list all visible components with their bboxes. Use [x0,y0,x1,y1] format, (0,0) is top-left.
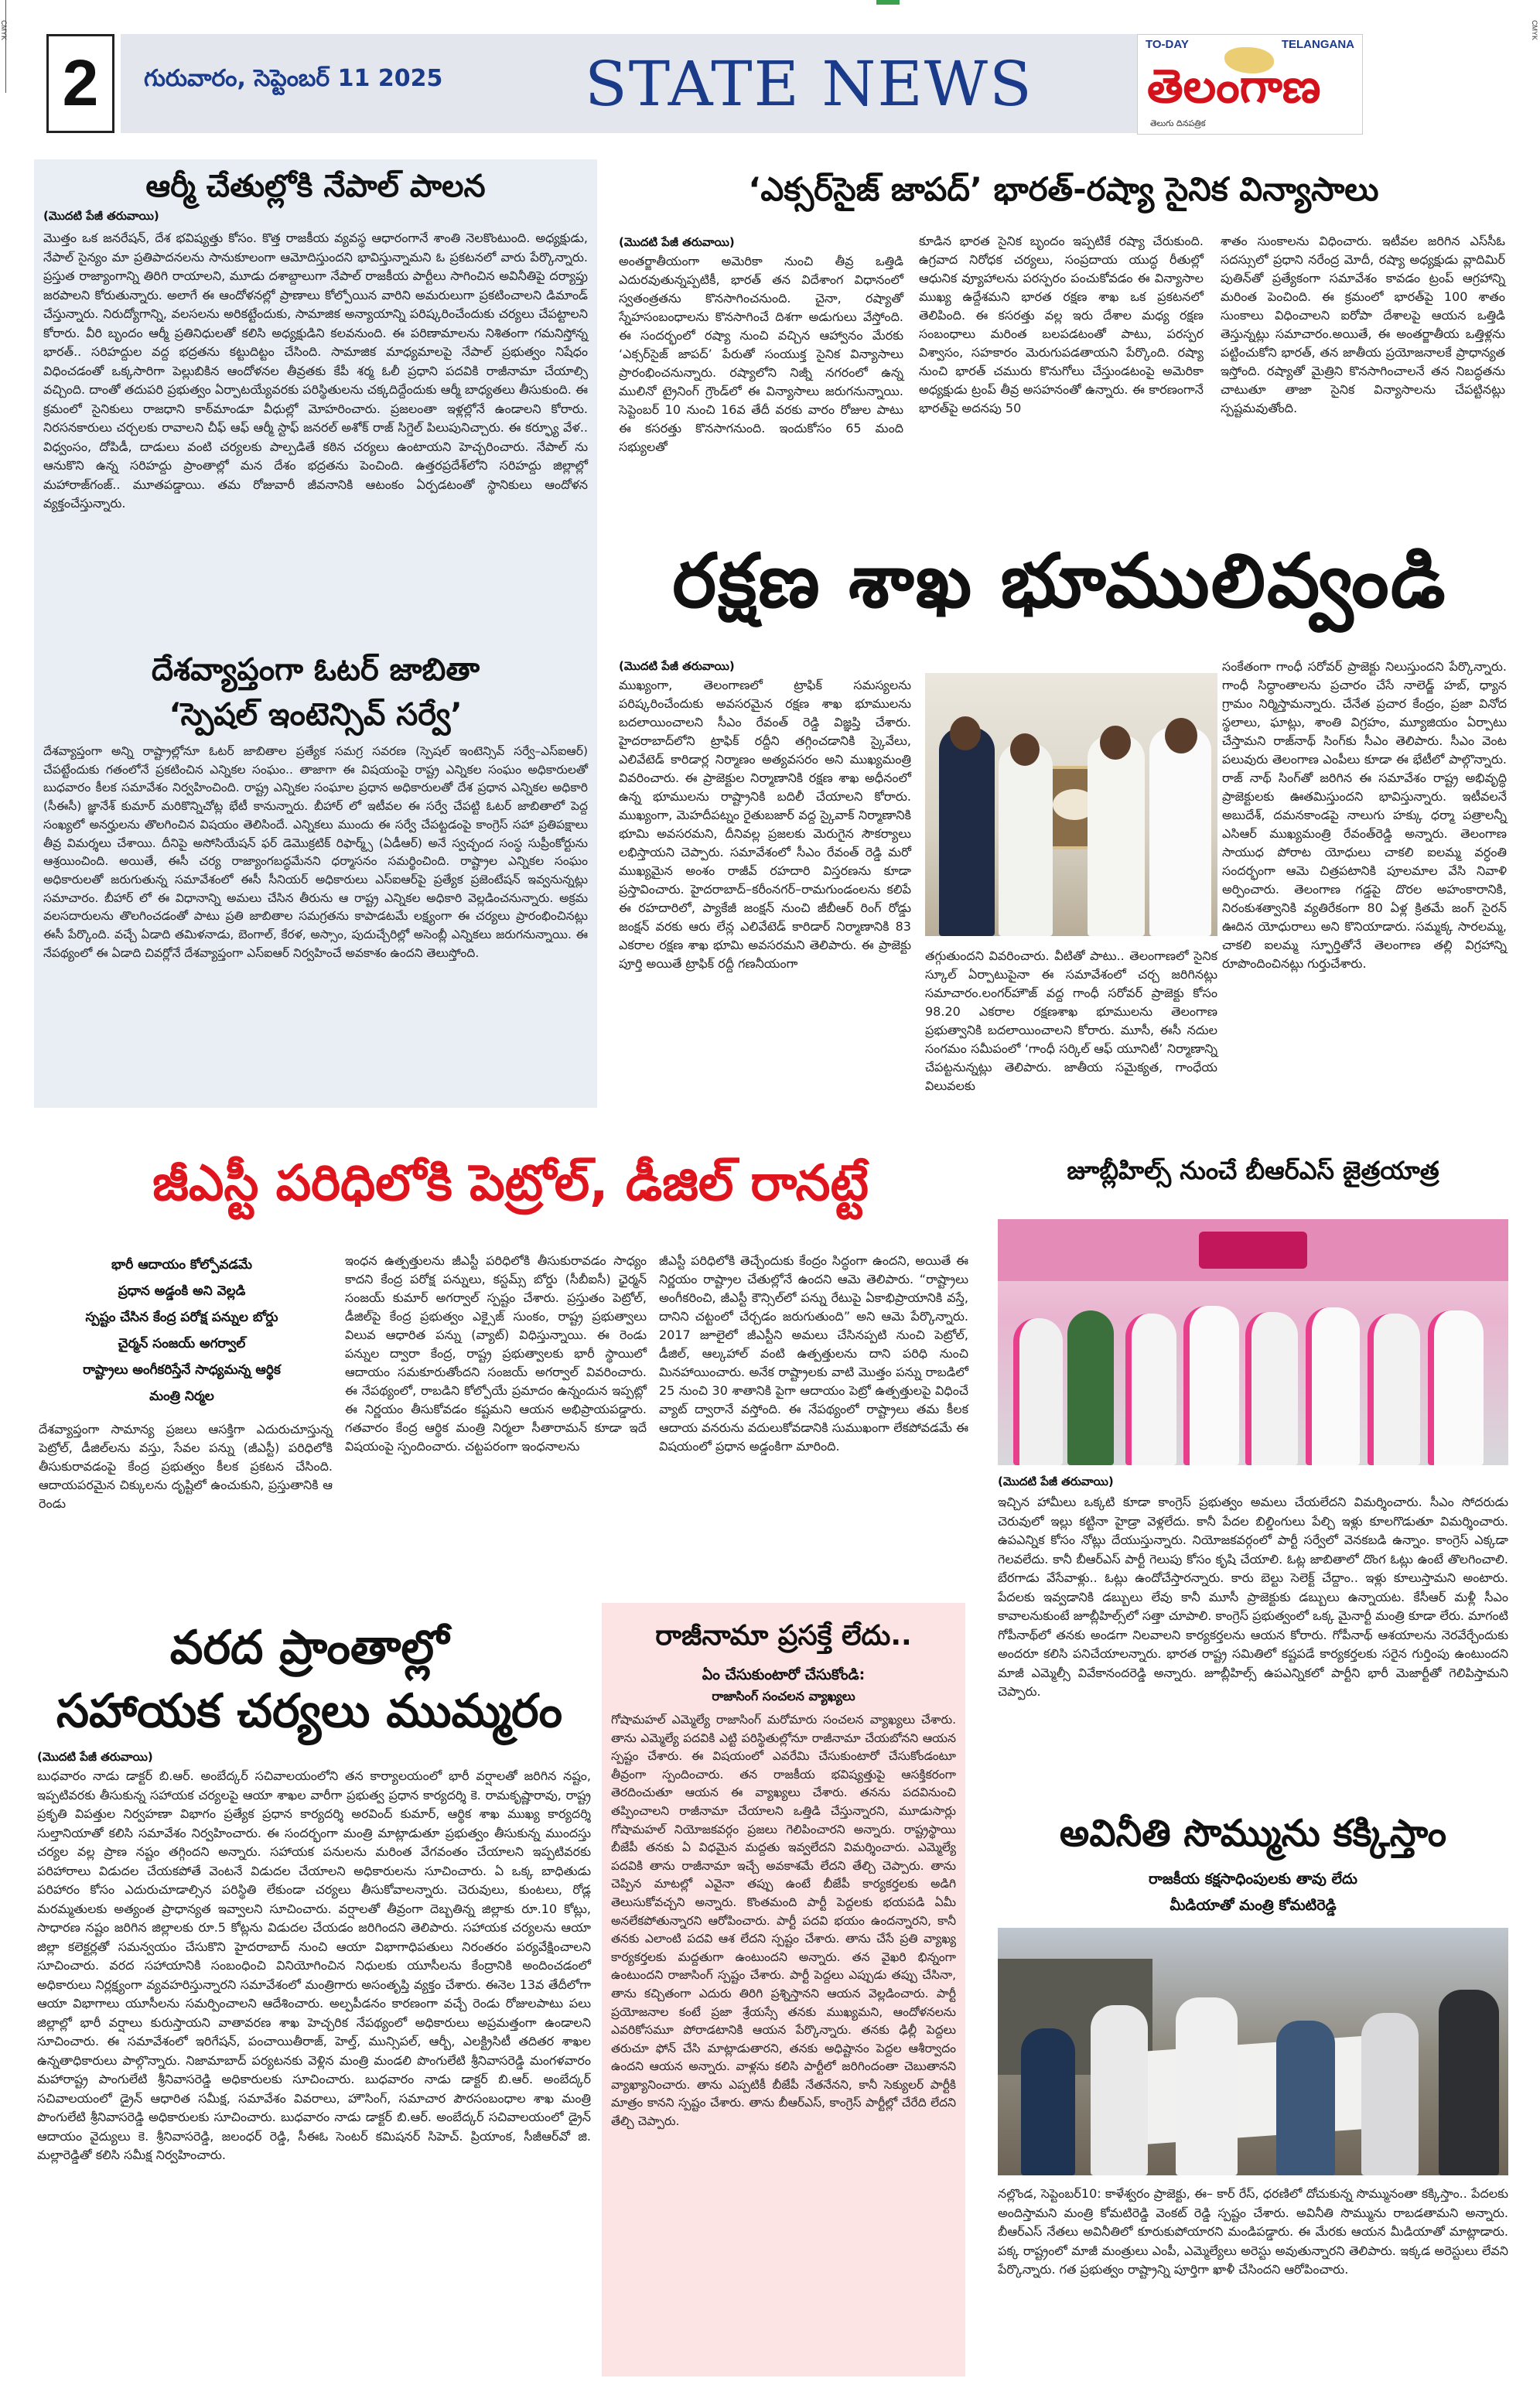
member-6 [1306,1307,1360,1465]
flood-headline-1: వరద ప్రాంతాల్లో [169,1621,449,1675]
gst-subhead-6: మంత్రి నిర్మల [149,1389,214,1404]
voter-body: దేశవ్యాప్తంగా అన్ని రాష్ట్రాల్లోనూ ఓటర్ జాబితాల ప్రత్యేక సమగ్ర సవరణ (స్పెషల్ ఇంటెన్సివ్ సర్వే–ఎస్‌ఐఆర్) చేపట్టేందుకు గతంలోనే ప్రకటించిన ఎన్నికల సంఘం.. తాజాగా ఈ విషయంపై రాష్ట్ర ఎన్నికల సంఘం అధికారులతో బుధవారం కీలక సమావేశం నిర్వహించింది. రాష్ట్ర ఎన్నికల సంఘాల ప్రధాన అధికారులతో దేశ ప్రధాన ఎన్నికల అధికారి (సీఈసీ) జ్ఞానేశ్ కుమార్ మరికొన్నిచోట్ల భేటీ కానున్నారు. బీహార్ లో ఇటీవల ఈ సర్వే చేపట్టి ఓటర్ జాబితాలో పెద్ద సంఖ్యలో అనర్హులను తొలగించిన విషయం తెలిసిందే. ఎన్నికలు ముందు ఈ సర్వే చేపట్టడంపై కాంగ్రెస్ సహా ప్రతిపక్షాలు తీవ్ర విమర్శలు చేశాయి. దీనిపై అసోసియేషన్ ఫర్ డెమొక్రటిక్ రిఫార్మ్స్ (ఏడీఆర్) అనే స్వచ్ఛంద సంస్థ సుప్రీంకోర్టును ఆశ్రయించింది. అయితే, ఈసీ చర్య రాజ్యాంగబద్ధమేనని ధర్మాసనం సమర్థించింది. రాష్ట్రాల ఎన్నికల సంఘం అధికారులతో జరుగుతున్న సమావేశంలో ఈసీ సీనియర్ అధికారులు ఎస్ఐఆర్‌పై ప్రత్యేక ప్రజెంటేషన్ ఇవ్వనున్నట్లు సమాచారం. బీహార్ లో ఈ విధానాన్ని అమలు చేసిన తీరును ఆ రాష్ట్ర ఎన్నికల అధికారి వెల్లడించనున్నారు. అక్రమ వలసదారులను తొలగించడంతో పాటు ప్రతి జాబితాల సమగ్రతను కాపాడటమే లక్ష్యంగా ఈ చర్యలు ప్రారంభించినట్లు ఈసీ పేర్కొంది. వచ్చే ఏడాది తమిళనాడు, బెంగాల్, కేరళ, అస్సాం, పుదుచ్చేరిల్లో అసెంబ్లీ ఎన్నికలు జరుగనున్నాయి. ఈ నేపథ్యంలో ఈ ఏడాది చివర్లోనే దేశవ్యాప్తంగా ఎస్ఐఆర్ నిర్వహించే అవకాశం ఉందని తెలుస్తోంది. [43,744,588,960]
person-4 [1149,727,1211,936]
defence-kicker: (మొదటి పేజీ తరువాయి) [619,659,735,673]
top-center-mark [876,0,900,5]
flood-body: బుధవారం నాడు డాక్టర్ బి.ఆర్. అంబేద్కర్ సచివాలయంలోని తన కార్యాలయంలో భారీ వర్షాలతో జరిగిన నష్టం, ఇప్పటివరకు తీసుకున్న సహాయక చర్యలపై ఆయా శాఖల వారీగా ప్రభుత్వ ప్రధాన కార్యదర్శి కె. రామకృష్ణారావు, రాష్ట్ర ప్రకృతి విపత్తుల నిర్వహణా విభాగం ప్రత్యేక ప్రధాన కార్యదర్శి అరవింద్ కుమార్, ఆర్థిక శాఖ ముఖ్య కార్యదర్శి సుల్తానియాతో కలిసి సమావేశం నిర్వహించారు. ఈ సందర్భంగా మంత్రి మాట్లాడుతూ ప్రభుత్వం తీసుకున్న ముందస్తు చర్యల వల్ల ప్రాణ నష్టం తగ్గిందని అన్నారు. సహాయక పనులను మరింత వేగవంతం చేయాలని ఇప్పటివరకు పరిహారాలు విడుదల చేయకపోతే వెంటనే విడుదల చేయాలని అధికారులను సూచించారు. ఏ ఒక్క బాధితుడు పరిహారం కోసం ఎదురుచూడాల్సిన పరిస్థితి లేకుండా చర్యలు తీసుకోవాలన్నారు. చెరువులు, కుంటలు, రోడ్ల మరమ్మతులకు అత్యంత ప్రాధాన్యత ఇవ్వాలని సూచించారు. వర్షాలతో తీవ్రంగా దెబ్బతిన్న జిల్లాకు రూ.10 కోట్లు, సాధారణ నష్టం జరిగిన జిల్లాలకు రూ.5 కోట్లను విడుదల చేయడం జరిగిందని తెలిపారు. సహాయక చర్యలను ఆయా జిల్లా కలెక్టర్లతో సమన్వయం చేసుకొని హైదరాబాద్ నుంచి ఆయా విభాగాధిపతులు నిరంతరం పర్యవేక్షించాలని సూచించారు. వరద సహాయానికి సంబంధించి వినియోగించిన నిధులకు యూసీలను కేంద్రానికి అందించడంలో అధికారులు నిర్లక్ష్యంగా వ్యవహరిస్తున్నారని సమావేశంలో మంత్రిగారు అసంతృప్తి వ్యక్తం చేశారు. ఈనెల 13వ తేదీలోగా ఆయా విభాగాలు యూసీలను సమర్పించాలని ఆదేశించారు. అల్పపీడనం కారణంగా వచ్చే రెండు రోజులపాటు పలు జిల్లాల్లో భారీ వర్షాలు కురుస్తాయని వాతావరణ శాఖ హెచ్చరిక నేపథ్యంలో అధికారులు అప్రమత్తంగా ఉండాలని సూచించారు. ఈ సమావేశంలో ఇరిగేషన్, పంచాయితీరాజ్, హెల్త్, మున్సిపల్, ఆర్బీ, ఎలక్ట్రిసిటీ తదితర శాఖల ఉన్నతాధికారులు పాల్గొన్నారు. నిజామాబాద్ పర్యటనకు వెళ్లిన మంత్రి మండలి పొంగులేటి శ్రీనివాసరెడ్డి మంగళవారం మహారాష్ట్ర పాంగులేటి శ్రీనివాసరెడ్డి అధికారులకు సూచించారు. బుధవారం నాడు డాక్టర్ బి.ఆర్. అంబేద్కర్ సచివాలయంలో డ్రైన్ ఆధారిత సమీక్ష, సమావేశం వివరాలు, హౌసింగ్, సమాచార పౌరసంబంధాల శాఖ మంత్రి పొంగులేటి శ్రీనివాసరెడ్డి అధికారులకు సూచించారు. బుధవారం నాడు డాక్టర్ బి.ఆర్. అంబేద్కర్ సచివాలయంలో డ్రైన్ ఆదాయం వైద్యులు కె. శ్రీనివాసరెడ్డి, జలంధర్ రెడ్డి, సీఈఓ సెంటర్ కమిషనర్ సిహెచ్. ప్రియాంక, సీజీఆర్‌వో జి. మల్లారెడ్డితో కలిసి సమీక్ష నిర్వహించారు. [37,1768,591,2162]
jubilee-body: ఇచ్చిన హామీలు ఒక్కటి కూడా కాంగ్రెస్ ప్రభుత్వం అమలు చేయలేదని విమర్శించారు. సీఎం సోదరుడు చెరువులో ఇల్లు కట్టినా హైడ్రా వెళ్లలేదు. కానీ పేదల బిల్డింగులు పేల్చి ఇళ్లు కూలగొడుతూ విమర్శించారు. ఉపఎన్నిక కోసం నోట్లు దేయుస్తున్నారు. నియోజకవర్గంలో పార్టీ సర్వేలో వెనకబడి ఉన్నాం. కాంగ్రెస్ ఎక్కడా గెలవలేదు. కానీ బీఆర్ఎస్ పార్టీ గెలుపు కోసం కృషి చేయాలి. ఓట్ల జాబితాలో దొంగ ఓట్లు ఉంటే తొలగించాలి. బేరగాడు వేసేవాళ్లు.. ఓట్లు ఉందోచేస్తారన్నారు. కారు బెల్టు సెలెక్ట్ చేద్దాం.. ఇళ్లు కూలుస్తామని అంటారు. పేదలకు ఇవ్వడానికి డబ్బులు లేవు కానీ మూసీ ప్రాజెక్టుకు డబ్బులు ఉన్నాయట. కేసీఆర్ మళ్లీ సీఎం కావాలనుకుంటే జూబ్లీహిల్స్‌లో సత్తా చూపాలి. కాంగ్రెస్ ప్రభుత్వంలో ఒక్క మైనార్టీ మంత్రి కూడా లేరు. మాగంటి గోపీనాథ్‌లో తనకు అండగా నిలవాలని కార్యకర్తలను ఆయన కోరారు. గోపీనాథ్ ఆశయాలను నెరవేర్చేందుకు అందరూ కలిసి పనిచేయాలన్నారు. భారత రాష్ట్ర సమితిలో కష్టపడే కార్యకర్తలకు సరైన గుర్తింపు ఉంటుందని మాజీ ఎమ్మెల్సీ వివేకానందరెడ్డి అన్నారు. జూబ్లీహిల్స్ ఉపఎన్నికలో పార్టీని భారీ మెజార్టీతో గెలిపిస్తామని చెప్పారు. [998,1495,1508,1699]
masthead-logo [1137,34,1363,135]
flood-kicker: (మొదటి పేజీ తరువాయి) [37,1750,153,1764]
brs-meeting-photo [998,1219,1508,1465]
defence-meeting-photo [925,673,1217,936]
gst-subhead-4: చైర్మన్ సంజయ్ అగర్వాల్ [118,1336,246,1351]
nepal-headline: ఆర్మీ చేతుల్లోకి నేపాల్ పాలన [145,169,486,204]
page-number-box [46,34,114,133]
zapad-kicker: (మొదటి పేజీ తరువాయి) [619,235,735,249]
person-3 [1088,735,1145,936]
flood-headline-2: సహాయక చర్యలు ముమ్మరం [56,1684,563,1738]
member-7 [1368,1314,1420,1465]
gst-subhead-1: భారీ ఆదాయం కోల్పోవడమే [111,1257,253,1273]
member-8 [1428,1310,1484,1465]
section-title: STATE NEWS [585,48,1033,120]
raja-headline: రాజీనామా ప్రసక్తే లేదు.. [655,1620,912,1652]
registration-mark-left [2,0,11,93]
raja-body: గోషామహల్ ఎమ్మెల్యే రాజాసింగ్ మరోమారు సంచలన వ్యాఖ్యలు చేశారు. తాను ఎమ్మెల్యే పదవికి ఎట్టి పరిస్థితుల్లోనూ రాజీనామా చేయబోనని ఆయన స్పష్టం చేశారు. ఈ విషయంలో ఎవరేమి చేసుకుంటారో చేసుకోండంటూ తీవ్రంగా స్పందించారు. తన రాజకీయ భవిష్యత్తుపై ఆసక్తికరంగా తెరదించుతూ ఆయన ఈ వ్యాఖ్యలు చేశారు. తనను పదవినుంచి తప్పించాలని రాజీనామా చేయాలని ఒత్తిడి చేస్తున్నారని, మూడుసార్లు గోషామహల్ నియోజకవర్గం ప్రజలు గెలిపించారని అన్నారు. రాష్ట్రస్థాయి బీజేపీ తనకు ఏ విధమైన మద్దతు ఇవ్వలేదని విమర్శించారు. ఎమ్మెల్యే పదవికి తాను రాజీనామా ఇచ్చే అవకాశమే లేదని తేల్చి చెప్పారు. తాను చెప్పిన మాటల్లో ఎవైనా తప్పు ఉంటే బీజేపీ కార్యకర్తలకు అడిగి తెలుసుకోవచ్చని అన్నారు. కొంతమంది పార్టీ పెద్దలకు భయపడి ఏమీ అనలేకపోతున్నారని ఆరోపించారు. పార్టీ పదవి భయం ఉందన్నారని, కానీ తనకు ఎలాంటి పదవి ఆశ లేదని స్పష్టం చేశారు. తాను చేసే ప్రతి వ్యాఖ్య కార్యకర్తలకు మద్దతుగా ఉంటుందని అన్నారు. తన వైఖరి భిన్నంగా ఉంటుందని రాజాసింగ్ స్పష్టం చేశారు. పార్టీ పెద్దలు ఎప్పుడు తప్పు చేసినా, తాను కచ్చితంగా ఎదురు తిరిగి ప్రశ్నిస్తానని ఆయన వెల్లడించారు. పార్టీ ప్రయోజనాల కంటే ప్రజా శ్రేయస్సే తనకు ముఖ్యమని, ఆందోళనలను ఎవరికోసమూ పోరాడటానికి ఆయన పేర్కొన్నారు. తనకు ఢిల్లీ పెద్దలు తరుచూ ఫోన్ చేసి మాట్లాడుతారని, తనకు అధిష్టానం పెద్దల ఆశీర్వాదం ఉందని ఆయన అన్నారు. వాళ్లను కలిసి పార్టీలో జరిగిందంతా చెబుతానని వ్యాఖ్యానించారు. తాను ఎప్పటికీ బీజేపీ నేతనేనని, కానీ సెక్యులర్ పార్టీకి మాత్రం కానని స్పష్టం చేశారు. తాను బీఆర్ఎస్, కాంగ్రెస్ పార్టీల్లో చేరేది లేదని తేల్చి చెప్పారు. [611,1713,956,2129]
corruption-body: నల్లొండ, సెప్టెంబర్10: కాళేశ్వరం ప్రాజెక్టు, ఈ– కార్ రేస్, ధరణిలో దోచుకున్న సొమ్మునంతా కక్కిస్తాం.. పేదలకు అందిస్తామని మంత్రి కోమటిరెడ్డి వెంకట్ రెడ్డి స్పష్టం చేశారు. అవినీతి సొమ్మును రాబడతామని అన్నారు. బీఆర్ఎస్ నేతలు అవినీతిలో కూరుకుపోయారని మండిపడ్డారు. ఈ మేరకు ఆయన మీడియాతో మాట్లాడారు. పక్క రాష్ట్రంలో మాజీ మంత్రులు ఎంపీ, ఎమ్మెల్యేలు అరెస్టు అవుతున్నారని తెలిపారు. ఇక్కడ అరెస్టులు లేవని పేర్కొన్నారు. గత ప్రభుత్వం రాష్ట్రాన్ని పూర్తిగా ఖాళీ చేసిందని ఆరోపించారు. [998,2186,1508,2277]
jubilee-kicker: (మొదటి పేజీ తరువాయి) [998,1474,1114,1488]
voter-headline-1: దేశవ్యాప్తంగా ఓటర్ జాబితా [151,652,480,688]
zapad-col-2: కూడిన భారత సైనిక బృందం ఇప్పటికే రష్యా చేరుకుంది. ఉగ్రవాద నిరోధక చర్యలు, సంప్రదాయ యుద్ధ రీతుల్లో ఆధునిక వ్యూహాలను పరస్పరం పంచుకోవడం ఈ విన్యాసాల ముఖ్య ఉద్దేశమని భారత రక్షణ శాఖ ఒక ప్రకటనలో తెలిపింది. ఈ కసరత్తు వల్ల ఇరు దేశాల మధ్య రక్షణ సంబంధాలు మరింత బలపడటంతో పాటు, పరస్పర విశ్వాసం, సహకారం మెరుగుపడతాయని పేర్కొంది. రష్యా నుంచి భారత్ చమురు కొనుగోలు చేస్తుండటంపై అమెరికా అధ్యక్షుడు ట్రంప్ తీవ్ర అసహనంతో ఉన్నారు. ఈ కారణంగానే భారత్‌పై అదనపు 50 [919,234,1204,415]
corruption-photo [998,1928,1508,2175]
gst-subheads [39,1252,325,1409]
official-4 [1276,2021,1335,2175]
nepal-article [43,164,588,514]
gst-subhead-3: స్పష్టం చేసిన కేంద్ర పరోక్ష పన్నుల బోర్డు [85,1310,278,1325]
gst-col-3: జీఎస్టీ పరిధిలోకి తెచ్చేందుకు కేంద్రం సిద్ధంగా ఉందని, అయితే ఈ నిర్ణయం రాష్ట్రాల చేతుల్లోనే ఉందని ఆమె తెలిపారు. “రాష్ట్రాలు అంగీకరించి, జీఎస్టీ కౌన్సిల్‌లో పన్ను రేటుపై ఏకాభిప్రాయానికి వస్తే, దానిని చట్టంలో చేర్చడం జరుగుతుంది” అని ఆమె పేర్కొన్నారు. 2017 జూలైలో జీఎస్టీని అమలు చేసినప్పటి నుంచి పెట్రోల్, డీజిల్, ఆల్కహాల్ వంటి ఉత్పత్తులను దాని పరిధి నుంచి మినహాయించారు. అనేక రాష్ట్రాలకు వాటి మొత్తం పన్ను రాబడిలో 25 నుంచి 30 శాతానికి పైగా ఆదాయం పెట్రో ఉత్పత్తులపై విధించే వ్యాట్ ద్వారానే వస్తోంది. ఈ నేపథ్యంలో రాష్ట్రాలు తమ కీలక ఆదాయ వనరును వదులుకోవడానికి సుముఖంగా లేకపోవడమే ఈ విషయంలో ప్రధాన అడ్డంకిగా మారింది. [659,1253,968,1454]
official-1 [1021,2028,1075,2175]
logo-main: తెలంగాణ [1147,60,1321,114]
date-line: గురువారం, సెప్టెంబర్ 11 2025 [144,65,443,92]
member-5 [1245,1312,1298,1465]
jubilee-headline: జూబ్లీహిల్స్ నుంచే బీఆర్ఎస్ జైత్రయాత్ర [1067,1156,1439,1185]
member-3 [1125,1314,1176,1465]
cmyk-mark-right: CMYK [1531,20,1538,41]
official-3 [1176,1997,1238,2175]
defence-headline: రక్షణ శాఖ భూములివ్వండి [672,538,1447,624]
zapad-col-3: శాతం సుంకాలను విధించారు. ఇటీవల జరిగిన ఎస్‌సీఓ సదస్సులో ప్రధాని నరేంద్ర మోదీ, రష్యా అధ్యక్షుడు వ్లాదిమిర్ పుతిన్‌తో ప్రత్యేకంగా సమావేశం కావడం ట్రంప్ ఆగ్రహాన్ని మరింత పెంచింది. ఈ క్రమంలో భారత్‌పై 100 శాతం సుంకాలు విధించాలని ఐరోపా దేశాలపై ఆయన ఒత్తిడి తెస్తున్నట్లు సమాచారం.అయితే, ఈ అంతర్జాతీయ ఒత్తిళ్లను పట్టించుకోని భారత్, తన జాతీయ ప్రయోజనాలకే ప్రాధాన్యత ఇస్తోంది. రష్యాతో మైత్రిని కొనసాగించాలనే తన నిబద్ధతను చాటుతూ తాజా సైనిక విన్యాసాలను చేపట్టినట్లు స్పష్టమవుతోంది. [1221,234,1505,415]
page-number: 2 [62,46,99,119]
corruption-headline: అవినీతి సొమ్మును కక్కిస్తాం [1059,1812,1447,1855]
member-4 [1183,1306,1239,1465]
defence-col-1: ముఖ్యంగా, తెలంగాణలో ట్రాఫిక్ సమస్యలను పరిష్కరించేందుకు అవసరమైన రక్షణ శాఖ భూములను బదలాయించాలని సీఎం రేవంత్ రెడ్డి విజ్ఞప్తి చేశారు. హైదరాబాద్‌లోని ట్రాఫిక్ రద్దీని తగ్గించడానికి స్కైవేలు, ఎలివేటెడ్ కారిడార్ల నిర్మాణం అత్యవసరం అని ముఖ్యమంత్రి వివరించారు. ఈ ప్రాజెక్టుల నిర్మాణానికి రక్షణ శాఖ అధీనంలో ఉన్న భూములను రాష్ట్రానికి బదిలీ చేయాలని కోరారు. ముఖ్యంగా, మెహదీపట్నం రైతుబజార్ వద్ద స్కైవాక్ నిర్మాణానికి భూమి అవసరమని, దీనివల్ల ప్రజలకు మెరుగైన సౌకర్యాలు లభిస్తాయని చెప్పారు. సమావేశంలో సీఎం రేవంత్ రెడ్డి మరో ముఖ్యమైన అంశం రాజీవ్ రహదారి విస్తరణను కూడా ప్రస్తావించారు. హైదరాబాద్–కరీంనగర్–రామగుండంలను కలిపే ఈ రహదారిలో, ప్యాకేజీ జంక్షన్ నుంచి జీబీఆర్ రింగ్ రోడ్డు జంక్షన్ వరకు ఆరు లేన్ల ఎలివేటెడ్ కారిడార్ నిర్మాణానికి 83 ఎకరాల రక్షణ శాఖ భూమి అవసరమని తెలిపారు. ఈ ప్రాజెక్టు పూర్తి అయితే ట్రాఫిక్ రద్దీ గణనీయంగా [619,678,911,971]
zapad-headline: ‘ఎక్సర్‌సైజ్ జాపద్’ భారత్-రష్యా సైనిక విన్యాసాలు [748,170,1379,208]
logo-top-left: TO-DAY [1146,38,1189,51]
gst-subhead-2: ప్రధాన అడ్డంకి అని వెల్లడి [118,1283,246,1299]
gst-col-2: ఇంధన ఉత్పత్తులను జీఎస్టీ పరిధిలోకి తీసుకురావడం సాధ్యం కాదని కేంద్ర పరోక్ష పన్నులు, కస్టమ్స్ బోర్డు (సీబీఐసీ) ఛైర్మన్ సంజయ్ కుమార్ అగర్వాల్ స్పష్టం చేశారు. ప్రస్తుతం పెట్రోల్, డీజిల్‌పై కేంద్ర ప్రభుత్వం ఎక్సైజ్ సుంకం, రాష్ట్ర ప్రభుత్వాలు విలువ ఆధారిత పన్ను (వ్యాట్) విధిస్తున్నాయి. ఈ రెండు పన్నుల ద్వారా కేంద్ర, రాష్ట్ర ప్రభుత్వాలకు భారీ స్థాయిలో ఆదాయం సమకూరుతోందని సంజయ్ అగర్వాల్ వివరించారు. ఈ నేపథ్యంలో, రాబడిని కోల్పోయే ప్రమాదం ఉన్నందున ఇప్పట్లో ఈ నిర్ణయం తీసుకోవడం కష్టమని ఆయన అభిప్రాయపడ్డారు. గతవారం కేంద్ర ఆర్థిక మంత్రి నిర్మలా సీతారామన్ కూడా ఇదే విషయంపై స్పందించారు. చట్టపరంగా ఇంధనాలను [345,1253,647,1454]
gst-col-1: దేశవ్యాప్తంగా సామాన్య ప్రజలు ఆసక్తిగా ఎదురుచూస్తున్న పెట్రోల్, డీజిల్‌లను వస్తు, సేవల పన్ను (జీఎస్టీ) పరిధిలోకి తీసుకురావడంపై కేంద్ర ప్రభుత్వం కీలక ప్రకటన చేసింది. ఆదాయపరమైన చిక్కులను దృష్టిలో ఉంచుకుని, ప్రస్తుతానికి ఆ రెండు [39,1422,333,1511]
member-2 [1067,1310,1114,1465]
raja-sub-1: ఏం చేసుకుంటారో చేసుకోండి: [702,1666,866,1683]
nepal-kicker: (మొదటి పేజీ తరువాయి) [43,209,159,223]
person-2 [999,743,1053,936]
logo-top-right: TELANGANA [1281,38,1354,51]
raja-sub-2: రాజాసింగ్ సంచలన వ్యాఖ్యలు [712,1689,855,1703]
corruption-sub-1: రాజకీయ కక్షసాధింపులకు తావు లేదు [1149,1871,1357,1888]
logo-tagline: తెలుగు దినపత్రిక [1150,118,1206,128]
voter-headline-2: ‘స్పెషల్ ఇంటెన్సివ్ సర్వే’ [169,697,463,733]
cmyk-mark-left: CMYK [0,20,8,41]
zapad-col-1: అంతర్జాతీయంగా అమెరికా నుంచి తీవ్ర ఒత్తిడి ఎదురవుతున్నప్పటికీ, భారత్ తన విదేశాంగ విధానంలో స్వతంత్రతను కొనసాగించనుంది. చైనా, రష్యాతో స్నేహసంబంధాలను కొనసాగించే దిశగా అడుగులు వేస్తోంది. ఈ సందర్భంలో రష్యా నుంచి వచ్చిన ఆహ్వానం మేరకు ‘ఎక్సర్‌సైజ్ జాపద్’ పేరుతో సంయుక్త సైనిక విన్యాసాలు ప్రారంభించనున్నారు. రష్యాలోని నిజ్నీ నగరంలో ఉన్న ములినో ట్రైనింగ్ గ్రౌండ్‌లో ఈ విన్యాసాలు జరుగనున్నాయి. సెప్టెంబర్ 10 నుంచి 16వ తేదీ వరకు వారం రోజుల పాటు ఈ కసరత్తు కొనసాగనుంది. ఇందుకోసం 65 మంది సభ్యులతో [619,254,903,454]
defence-col-3: సంకేతంగా గాంధీ సరోవర్ ప్రాజెక్టు నిలుస్తుందని పేర్కొన్నారు. గాంధీ సిద్ధాంతాలను ప్రచారం చేసే నాలెడ్జ్ హబ్, ధ్యాన గ్రామం నిర్మిస్తామన్నారు. చేనేత ప్రచార కేంద్రం, ప్రజా వినోద స్థలాలు, ఘాట్లు, శాంతి విగ్రహం, మ్యూజియం ఏర్పాటు చేస్తామని రాజ్‌నాథ్ సింగ్‌కు సీఎం తెలిపారు. సీఎం వెంట పలువురు తెలంగాణ ఎంపీలు కూడా ఈ భేటీలో పాల్గొన్నారు. రాజ్ నాథ్ సింగ్‌తో జరిగిన ఈ సమావేశం రాష్ట్ర అభివృద్ధి ప్రాజెక్టులకు ఊతమిస్తుందని భావిస్తున్నారు. ఇటీవలనే అబుదేశ్, దమనకాండపై నాలుగు హక్కు ధర్మా పత్రాలన్నీ ఎసిఆర్‌ ముఖ్యమంత్రి రేవంత్‌రెడ్డి అన్నారు. తెలంగాణ సాయుధ పోరాట యోధులు చాకలి ఐలమ్మ వర్ధంతి సందర్భంగా ఆమె చిత్రపటానికి పూలమాల వేసి నివాళి అర్పించారు. తెలంగాణ గడ్డపై దొరల అహంకారానికి, నిరంకుశత్వానికి వ్యతిరేకంగా 80 ఏళ్ల క్రితమే జంగ్ సైరన్ ఊదిన యోధురాలు అని కొనియాడారు. సమ్మక్క సారలమ్మ, చాకలి ఐలమ్మ స్ఫూర్తితోనే తెలంగాణ తల్లి విగ్రహాన్ని రూపొందించినట్లు గుర్తుచేశారు. [1222,659,1507,971]
corruption-sub-2: మీడియాతో మంత్రి కోమటిరెడ్డి [1170,1897,1337,1914]
official-2 [1091,2005,1148,2175]
masthead [46,34,1493,133]
official-6 [1439,1990,1499,2175]
nepal-body: మొత్తం ఒక జనరేషన్, దేశ భవిష్యత్తు కోసం. కొత్త రాజకీయ వ్యవస్థ ఆధారంగానే శాంతి నెలకొంటుంది. అధ్యక్షుడు, నేపాల్ సైన్యం మా ప్రతిపాదనలను సానుకూలంగా ఆమోదిస్తుందని భావిస్తున్నామని ఓ ప్రకటనలో వారు పేర్కొన్నారు. ప్రస్తుత రాజ్యాంగాన్ని తిరిగి రాయాలని, మూడు దశాబ్దాలుగా నేపాల్ రాజకీయ పార్టీలు సాగించిన అవినీతిపై దర్యాప్తు జరపాలని కోరుతున్నారు. అలాగే ఈ ఆందోళనల్లో ప్రాణాలు కోల్పోయిన వారిని అమరులుగా ప్రకటించాలని డిమాండ్ చేస్తున్నారు. నిరుద్యోగాన్ని, వలసలను అరికట్టేందుకు, సామాజిక అన్యాయాన్ని పరిష్కరించేందుకు చర్యలు చేపట్టాలని కోరారు. వీరి బృందం ఆర్మీ ప్రతినిధులతో కలిసి అధ్యక్షుడిని కలవనుంది. ఈ పరిణామాలను నిశితంగా గమనిస్తోన్న భారత్.. సరిహద్దుల వద్ద భద్రతను కట్టుదిట్టం చేసింది. సామాజిక మాధ్యమాలపై నేపాల్ ప్రభుత్వం నిషేధం విధించడంతో ఒక్కసారిగా పెల్లుబికిన ఆందోళనల తీవ్రతకు కేపీ శర్మ ఓలీ ప్రధాని పదవికి రాజీనామా చేయాల్సి వచ్చింది. దాంతో తదుపరి ప్రభుత్వం ఏర్పాటయ్యేవరకు పరిస్థితులను చక్కదిద్దేందుకు ఆర్మీ బాధ్యతలు తీసుకుంది. ఈ క్రమంలో సైనికులు రాజధాని కాఠ్‌మాండూ వీధుల్లో మోహరించారు. ప్రజలంతా ఇళ్లల్లోనే ఉండాలని కోరారు. నిరసనకారులు చర్చలకు రావాలని చీఫ్ ఆఫ్ ఆర్మీ స్టాఫ్ జనరల్ అశోక్ రాజ్ సిగ్డెల్ పిలుపునిచ్చారు. ఈ కర్ఫ్యూ వేళ.. విధ్వంసం, దోపిడీ, దాడులు వంటి చర్యలకు పాల్పడితే కఠిన చర్యలు ఉంటాయని హెచ్చరించారు. నేపాల్ ను ఆనుకొని ఉన్న సరిహద్దు ప్రాంతాల్లో మన దేశం భద్రతను పెంచింది. ఉత్తరప్రదేశ్‌లోని సరిహద్దు జిల్లాల్లో మహారాజ్‌గంజ్.. మూతపడ్డాయి. తమ రోజువారీ జీవనానికి ఆటంకం ఏర్పడటంతో స్థానికులు ఆందోళన వ్యక్తంచేస్తున్నారు. [43,231,588,511]
raja-singh-article [611,1609,956,2131]
gst-subhead-5: రాష్ట్రాలు అంగీకరిస్తేనే సాధ్యమన్న ఆర్థిక [83,1362,281,1378]
header-bar [121,34,1142,133]
gst-headline: జీఎస్టీ పరిధిలోకి పెట్రోల్, డీజిల్ రానట్టే [152,1155,869,1212]
defence-col-2: తగ్గుతుందని వివరించారు. వీటితో పాటు.. తెలంగాణలో సైనిక స్కూల్ ఏర్పాటుపైనా ఈ సమావేశంలో చర్చ జరిగినట్లు సమాచారం.లంగర్‌హౌజ్ వద్ద గాంధీ సరోవర్ ప్రాజెక్టు కోసం 98.20 ఎకరాల రక్షణశాఖ భూములను తెలంగాణ ప్రభుత్వానికి బదలాయించాలని కోరారు. మూసీ, ఈసీ నదుల సంగమం సమీపంలో ‘గాంధీ సర్కిల్ ఆఫ్ యూనిటీ’ నిర్మాణాన్ని చేపట్టనున్నట్లు తెలిపారు. జాతీయ సమైక్యత, గాంధేయ విలువలకు [925,948,1217,1093]
official-5 [1361,2013,1419,2175]
member-1 [1013,1318,1063,1465]
person-1 [939,727,995,936]
voter-article [43,648,588,962]
